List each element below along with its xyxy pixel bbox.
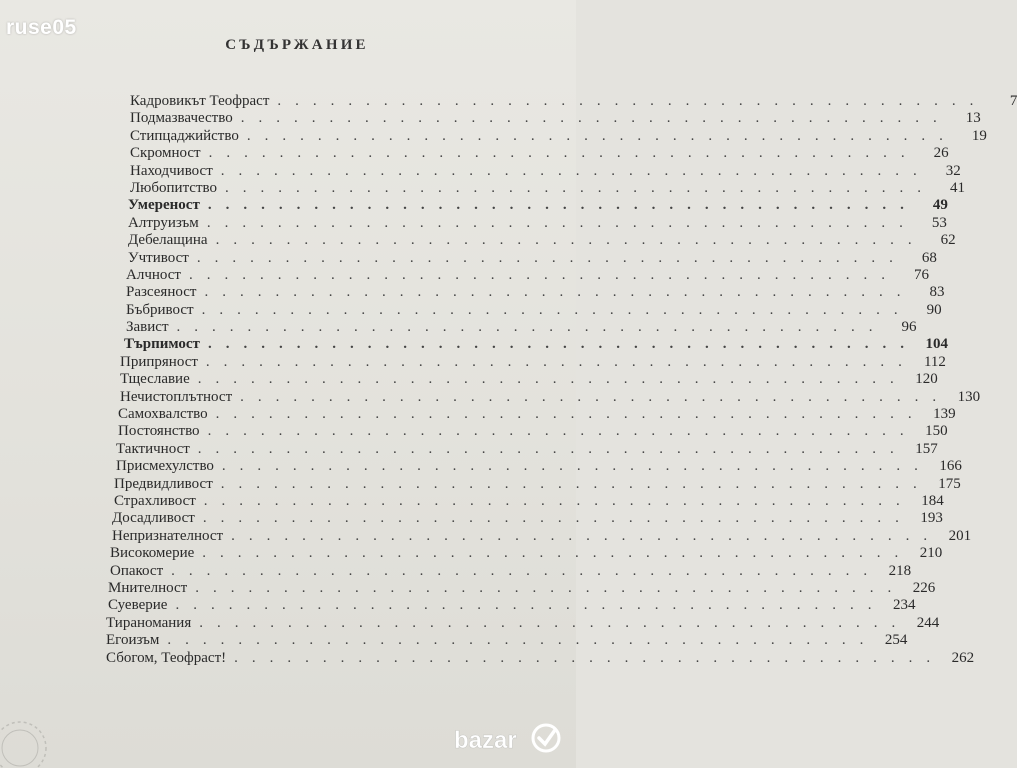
toc-entry-title: Търпимост xyxy=(124,336,200,353)
toc-entry xyxy=(106,353,946,371)
toc-entry-page-number: 130 xyxy=(957,388,981,405)
toc-entry-page-number: 201 xyxy=(948,527,972,544)
toc-entry xyxy=(106,579,936,597)
toc-entry-title: Нечистоплътност xyxy=(120,388,233,405)
toc-entry-page-number: 175 xyxy=(938,475,961,492)
toc-entry xyxy=(106,510,943,527)
toc-entry xyxy=(106,475,961,493)
toc-entry xyxy=(106,371,938,388)
toc-entry xyxy=(106,93,1017,110)
toc-leader-dots: ........................................ xyxy=(203,492,914,509)
toc-entry xyxy=(106,197,948,214)
toc-entry-page-number: 7 xyxy=(1009,93,1017,109)
toc-entry-title: Умереност xyxy=(128,197,200,214)
toc-entry-title: Алчност xyxy=(126,266,181,283)
toc-leader-dots: ........................................ xyxy=(201,301,912,318)
toc-entry-page-number: 53 xyxy=(931,214,947,231)
toc-leader-dots: ........................................ xyxy=(215,232,926,249)
toc-entry xyxy=(106,214,947,232)
toc-leader-dots: ........................................ xyxy=(231,527,942,544)
watermark-bottom-text: bazar xyxy=(454,727,517,754)
toc-entry-title: Сбогом, Теофраст! xyxy=(106,649,227,666)
toc-entry-title: Тираномания xyxy=(106,614,192,631)
toc-entry xyxy=(106,649,975,667)
toc-entry-page-number: 150 xyxy=(925,423,948,440)
toc-entry xyxy=(106,440,938,458)
toc-entry xyxy=(106,614,940,632)
toc-leader-dots: ........................................ xyxy=(205,353,916,370)
toc-leader-dots: ........................................ xyxy=(240,110,951,127)
toc-leader-dots: ........................................ xyxy=(225,179,935,196)
toc-leader-dots: ........................................ xyxy=(240,388,951,405)
toc-leader-dots: ........................................ xyxy=(215,406,926,423)
toc-entry-page-number: 139 xyxy=(933,406,956,423)
toc-entry-title: Алтруизъм xyxy=(128,214,199,231)
toc-entry xyxy=(106,249,937,267)
toc-entry-page-number: 234 xyxy=(892,597,916,614)
toc-entry-page-number: 226 xyxy=(912,579,936,596)
toc-entry xyxy=(106,423,948,440)
toc-leader-dots: ........................................ xyxy=(246,127,957,144)
toc-entry-page-number: 193 xyxy=(920,510,943,527)
toc-entry xyxy=(106,162,961,180)
toc-entry xyxy=(106,527,972,545)
toc-leader-dots: ........................................ xyxy=(206,214,917,231)
toc-leader-dots: ........................................ xyxy=(204,284,915,301)
toc-leader-dots: ........................................ xyxy=(197,440,908,457)
toc-entry-page-number: 184 xyxy=(921,492,944,509)
toc-entry xyxy=(106,266,929,284)
toc-entry xyxy=(106,632,908,649)
toc-leader-dots: ........................................ xyxy=(207,197,918,214)
toc-entry xyxy=(106,336,948,353)
toc-entry xyxy=(106,232,956,249)
toc-entry-title: Стипцаджийство xyxy=(130,127,239,144)
toc-entry-title: Високомерие xyxy=(110,545,195,562)
toc-leader-dots: ........................................ xyxy=(197,371,908,388)
toc-leader-dots: ........................................ xyxy=(176,319,887,336)
toc-entry-title: Разсеяност xyxy=(126,284,197,301)
toc-entry-title: Суеверие xyxy=(108,597,168,614)
toc-entry xyxy=(106,179,965,197)
toc-leader-dots: ........................................ xyxy=(234,649,945,666)
toc-leader-dots: ........................................ xyxy=(196,249,907,266)
toc-entry-page-number: 244 xyxy=(916,614,940,631)
toc-entry xyxy=(106,301,942,319)
toc-entry-page-number: 218 xyxy=(888,562,912,579)
toc-entry-title: Егоизъм xyxy=(106,632,160,649)
toc-entry-title: Самохвалство xyxy=(118,406,208,423)
toc-entry xyxy=(106,284,945,301)
toc-entry-page-number: 62 xyxy=(940,232,956,249)
toc-leader-dots: ........................................ xyxy=(220,162,931,179)
toc-entry xyxy=(106,319,917,336)
watermark-logo-bottom xyxy=(452,718,562,758)
toc-entry-page-number: 13 xyxy=(965,110,981,127)
toc-entry-title: Тактичност xyxy=(116,440,190,457)
toc-entry-title: Досадливост xyxy=(112,510,195,527)
toc-leader-dots: ........................................ xyxy=(199,614,910,631)
toc-entry-title: Кадровикът Теофраст xyxy=(130,93,270,109)
toc-entry-title: Дебелащина xyxy=(128,232,208,249)
toc-entry-title: Учтивост xyxy=(128,249,189,266)
toc-entry-title: Постоянство xyxy=(118,423,200,440)
toc-entry-page-number: 76 xyxy=(913,266,929,283)
toc-entry-title: Бъбривост xyxy=(126,301,194,318)
toc-entry xyxy=(106,127,987,145)
toc-entry-title: Мнителност xyxy=(108,579,188,596)
toc-entry-page-number: 41 xyxy=(950,179,965,196)
toc-leader-dots: ........................................ xyxy=(220,475,931,492)
toc-leader-dots: ........................................ xyxy=(171,562,882,579)
toc-entry xyxy=(106,492,944,510)
toc-leader-dots: ........................................ xyxy=(202,510,913,527)
toc-entry-title: Подмазвачество xyxy=(130,110,233,127)
toc-entry xyxy=(106,145,949,162)
toc-leader-dots: ........................................ xyxy=(188,266,899,283)
toc-entry-page-number: 157 xyxy=(915,440,938,457)
toc-entry-page-number: 112 xyxy=(923,353,946,370)
toc-entry-title: Скромност xyxy=(130,145,201,162)
toc-entry-page-number: 90 xyxy=(926,301,942,318)
toc-entry-title: Непризнателност xyxy=(112,527,224,544)
checkmark-icon xyxy=(533,725,559,751)
toc-leader-dots: ........................................ xyxy=(277,93,988,109)
table-of-contents xyxy=(106,93,1017,667)
toc-entry xyxy=(106,406,956,423)
toc-entry-page-number: 49 xyxy=(932,197,948,214)
toc-entry-page-number: 104 xyxy=(925,336,948,353)
toc-entry-page-number: 68 xyxy=(921,249,937,266)
toc-entry-title: Припряност xyxy=(120,353,198,370)
toc-entry xyxy=(106,458,962,475)
toc-leader-dots: ........................................ xyxy=(195,579,906,596)
toc-entry-title: Страхливост xyxy=(114,492,196,509)
toc-entry-page-number: 120 xyxy=(915,371,938,388)
toc-entry xyxy=(106,388,981,406)
toc-entry xyxy=(106,562,912,580)
toc-leader-dots: ........................................ xyxy=(207,336,918,353)
toc-entry-title: Опакост xyxy=(110,562,164,579)
toc-entry-page-number: 19 xyxy=(971,127,987,144)
toc-entry-title: Тщеславие xyxy=(120,371,190,388)
toc-leader-dots: ........................................ xyxy=(208,145,919,162)
toc-entry xyxy=(106,597,916,614)
toc-entry-page-number: 166 xyxy=(939,458,962,475)
faded-stamp-mark xyxy=(0,698,60,768)
toc-leader-dots: ........................................ xyxy=(175,597,886,614)
toc-entry-title: Присмехулство xyxy=(116,458,214,475)
watermark-logo-top: ruse05 xyxy=(6,16,77,39)
toc-entry-page-number: 32 xyxy=(945,162,961,179)
toc-entry-page-number: 96 xyxy=(901,319,917,336)
toc-entry-page-number: 262 xyxy=(951,649,975,666)
toc-entry xyxy=(106,545,943,562)
toc-entry-title: Завист xyxy=(126,319,169,336)
toc-entry-title: Любопитство xyxy=(130,179,217,196)
toc-entry-title: Находчивост xyxy=(130,162,213,179)
toc-leader-dots: ........................................ xyxy=(207,423,918,440)
toc-entry-page-number: 83 xyxy=(929,284,945,301)
toc-entry-page-number: 26 xyxy=(933,145,949,162)
toc-entry xyxy=(106,110,981,127)
page-title: СЪДЪРЖАНИЕ xyxy=(225,37,369,53)
toc-entry-page-number: 210 xyxy=(919,545,943,562)
toc-leader-dots: ........................................ xyxy=(202,545,913,562)
toc-leader-dots: ........................................ xyxy=(167,632,878,649)
toc-leader-dots: ........................................ xyxy=(221,458,932,475)
toc-entry-title: Предвидливост xyxy=(114,475,213,492)
toc-entry-page-number: 254 xyxy=(884,632,908,649)
